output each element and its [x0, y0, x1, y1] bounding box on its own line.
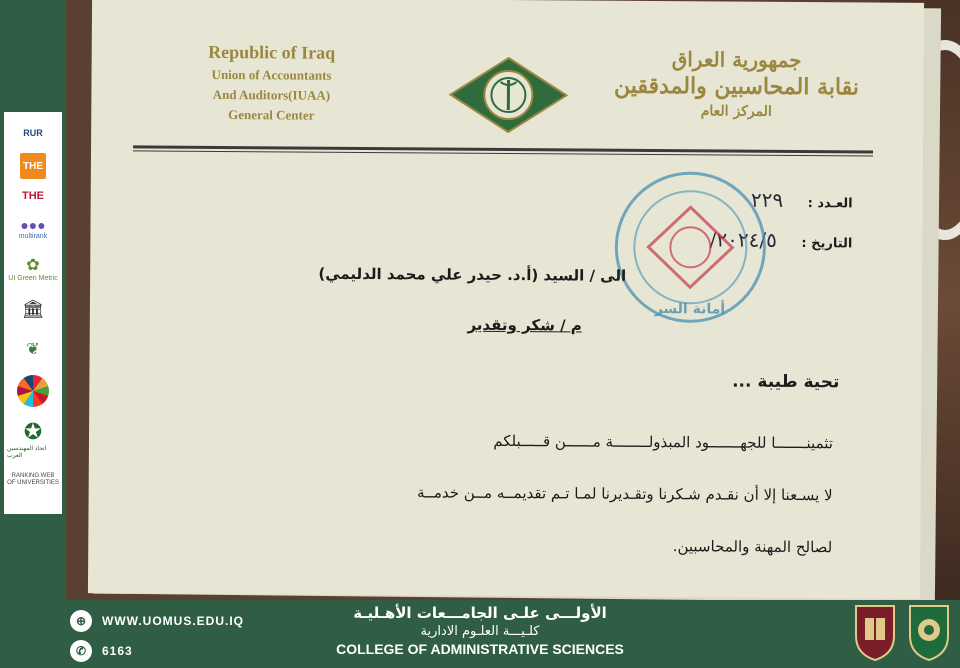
body-line-2: لا يسـعنا إلا أن نقـدم شـكرنا وتقـديرنا لمـا تـم تقديمــه مــن خدمــة	[416, 483, 833, 505]
webometrics-label: RANKING WEB OF UNIVERSITIES	[7, 473, 59, 486]
phone-icon: ✆	[70, 640, 92, 662]
letterhead-arabic	[611, 47, 861, 121]
university-name-ar: الأولـــى علـى الجامـــعات الأهـليـة	[353, 604, 607, 622]
letterhead-en-line4: General Center	[228, 107, 315, 123]
number-label: العـدد :	[807, 196, 853, 212]
footer-logos	[852, 602, 952, 662]
body-line-1: تثمينـــــــا للجهـــــــود المبذولــــــــة مــــــن قـــــبلكم	[493, 431, 834, 453]
rankings-logo-column	[4, 112, 62, 514]
letterhead-en-line2: Union of Accountants	[211, 66, 332, 83]
greenmetric-logo: ✿ UI Green Metric	[8, 256, 58, 282]
letterhead-ar-line2: نقابة المحاسبين والمدققين	[613, 72, 859, 101]
footer-college-title	[320, 604, 640, 657]
webometrics-logo	[7, 468, 59, 492]
the-label: THE	[20, 153, 46, 179]
official-stamp	[610, 167, 771, 328]
sdg-wheel-logo	[7, 372, 59, 410]
college-shield-icon	[852, 602, 898, 662]
fae-label: اتحاد المهندسين العرب	[7, 446, 47, 459]
number-value: ٢٢٩	[750, 187, 784, 212]
globe-icon: ⊕	[70, 610, 92, 632]
subject-line: م / شكر وتقدير	[467, 315, 582, 335]
college-name-ar: كلـيـــة العلـوم الادارية	[420, 624, 540, 639]
greeting-line: تحية طيبة ...	[732, 371, 840, 393]
college-name-en: COLLEGE OF ADMINISTRATIVE SCIENCES	[336, 641, 624, 657]
multirank-label: multirank	[18, 232, 48, 240]
date-label: التاريخ :	[801, 236, 853, 252]
the-impact-label: THE	[22, 190, 44, 202]
footer-website[interactable]	[70, 610, 244, 632]
stamp-text: أمانة السر	[654, 301, 726, 318]
website-text[interactable]: WWW.UOMUS.EDU.IQ	[102, 614, 244, 628]
rankings-strip	[0, 0, 66, 600]
qs-rur-logo	[7, 118, 59, 148]
the-logo	[7, 152, 59, 180]
sdg-wheel-icon	[17, 375, 49, 407]
letterhead-ar-line3: المركز العام	[700, 103, 772, 120]
pillars-logo: 🏛	[21, 298, 45, 319]
body-line-3: لصالح المهنة والمحاسبين.	[672, 537, 833, 557]
letterhead-en-line3: And Auditors(IUAA)	[212, 86, 331, 103]
recipient-line: الى / السيد (أ.د. حيدر علي محمد الدليمي)	[318, 264, 627, 285]
letterhead-en-line1: Republic of Iraq	[208, 41, 336, 63]
phone-text[interactable]: 6163	[102, 644, 133, 658]
federation-arab-engineers-logo: ✪ اتحاد المهندسين العرب	[7, 414, 59, 464]
university-shield-icon	[906, 602, 952, 662]
letter-paper	[88, 0, 924, 599]
letterhead-ar-line1: جمهورية العراق	[671, 47, 802, 73]
date-value: ٢٠٢٤/٥/	[709, 227, 777, 252]
the-impact-logo	[7, 184, 59, 208]
multirank-logo: ●●● multirank	[18, 216, 48, 240]
letterhead-english	[151, 42, 392, 125]
union-emblem-icon	[448, 56, 569, 135]
arab-rankings-logo: ❦	[26, 341, 40, 358]
qs-rur-label: RUR	[23, 128, 43, 138]
greenmetric-label: UI Green Metric	[8, 274, 58, 282]
footer-phone[interactable]	[70, 640, 133, 662]
letter-photo	[66, 0, 960, 600]
